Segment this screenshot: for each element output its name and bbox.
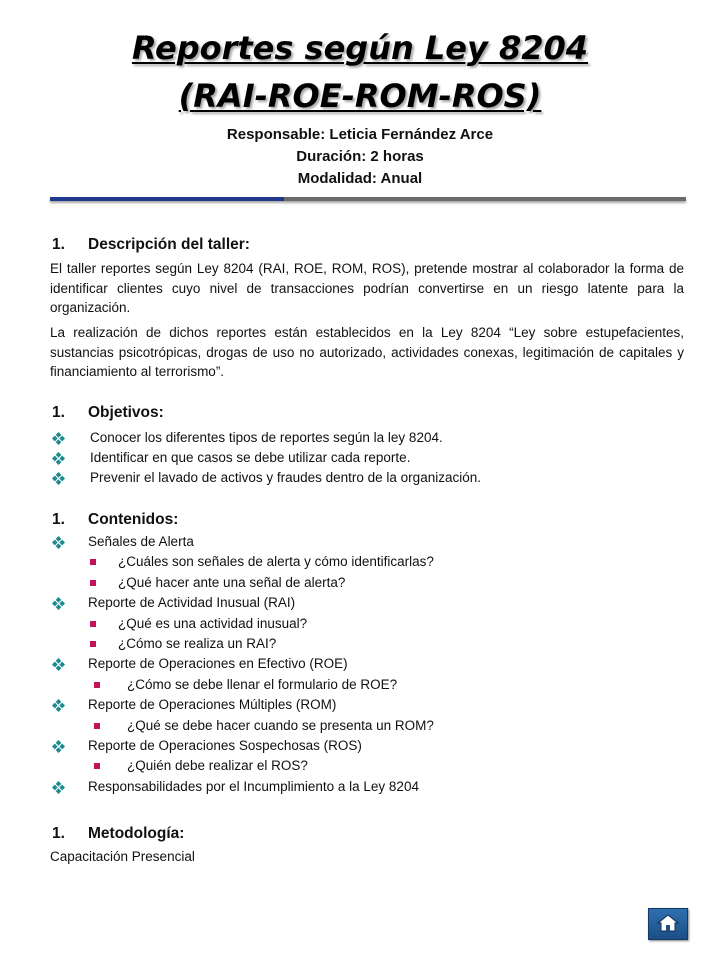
square-bullet-icon	[90, 559, 96, 565]
list-item-text: Identificar en que casos se debe utilizar cada reporte.	[90, 450, 411, 465]
diamond-bullet-icon	[52, 699, 65, 712]
section-number: 1.	[52, 404, 65, 421]
responsable-text: Responsable: Leticia Fernández Arce	[226, 126, 494, 143]
list-item-text: Señales de Alerta	[88, 534, 194, 549]
title-line-1: Reportes según Ley 8204	[131, 29, 589, 67]
descripcion-heading	[52, 235, 250, 255]
diamond-bullet	[52, 654, 68, 674]
section-heading-text: Descripción del taller:	[88, 236, 250, 253]
metodologia-heading	[52, 824, 184, 844]
diamond-bullet	[52, 428, 68, 448]
diamond-bullet-icon	[52, 658, 65, 671]
list-item-text: ¿Quién debe realizar el ROS?	[127, 758, 308, 774]
objetivos-heading	[52, 403, 164, 423]
list-item-text: ¿Qué hacer ante una señal de alerta?	[118, 574, 346, 590]
contenidos-heading	[52, 510, 178, 530]
section-heading-text: Contenidos:	[88, 511, 179, 528]
list-item-text: ¿Qué es una actividad inusual?	[118, 615, 308, 631]
square-bullet-icon	[90, 641, 96, 647]
square-bullet-icon	[94, 682, 100, 688]
list-item-text: Conocer los diferentes tipos de reportes según la ley 8204.	[90, 430, 443, 445]
list-item-text: ¿Cómo se debe llenar el formulario de ROE?	[127, 676, 398, 692]
modalidad-text: Modalidad: Anual	[297, 170, 423, 187]
list-item-text: Reporte de Actividad Inusual (RAI)	[88, 595, 296, 611]
diamond-bullet	[52, 468, 68, 488]
diamond-bullet-icon	[52, 472, 65, 485]
section-heading-text: Objetivos:	[88, 404, 164, 421]
square-bullet-icon	[90, 580, 96, 586]
descripcion-paragraph-1: El taller reportes según Ley 8204 (RAI, ROE, ROM, ROS), pretende mostrar al colaborador la forma de identificar clientes cuyo nivel de transacciones podrían convertirse en un riesgo latente para la organización.	[50, 261, 684, 315]
section-number: 1.	[52, 236, 65, 253]
title-line-2: (RAI-ROE-ROM-ROS)	[178, 77, 542, 115]
diamond-bullet-icon	[52, 536, 65, 549]
list-item-text: Reporte de Operaciones Sospechosas (ROS)	[88, 738, 362, 753]
metodologia-text: Capacitación Presencial	[50, 849, 195, 864]
section-heading-text: Metodología:	[88, 825, 185, 842]
home-button[interactable]	[648, 908, 688, 940]
diamond-bullet-icon	[52, 597, 65, 610]
diamond-bullet	[52, 736, 68, 756]
list-item-text: ¿Qué se debe hacer cuando se presenta un ROM?	[127, 717, 434, 733]
diamond-bullet	[52, 695, 68, 715]
descripcion-paragraph-2: La realización de dichos reportes están establecidos en la Ley 8204 “Ley sobre estupefacientes, sustancias psicotrópicas, drogas de uso no autorizado, actividades conexas, legitimación de capitales y financiamiento al terrorismo”.	[50, 325, 684, 379]
diamond-bullet	[52, 532, 68, 552]
duracion-text: Duración: 2 horas	[296, 148, 424, 165]
diamond-bullet-icon	[52, 740, 65, 753]
header-divider	[50, 197, 686, 201]
section-number: 1.	[52, 511, 65, 528]
square-bullet-icon	[90, 621, 96, 627]
list-item-text: Prevenir el lavado de activos y fraudes dentro de la organización.	[90, 470, 481, 485]
list-item-text: Reporte de Operaciones Múltiples (ROM)	[88, 697, 337, 713]
square-bullet-icon	[94, 723, 100, 729]
divider-blue-segment	[50, 197, 284, 201]
diamond-bullet-icon	[52, 452, 65, 465]
section-number: 1.	[52, 825, 65, 842]
list-item-text: ¿Cómo se realiza un RAI?	[118, 636, 277, 651]
home-icon	[657, 914, 679, 932]
diamond-bullet-icon	[52, 432, 65, 445]
diamond-bullet	[52, 448, 68, 468]
divider-gray-segment	[284, 197, 686, 201]
list-item-text: Responsabilidades por el Incumplimiento a la Ley 8204	[88, 778, 419, 794]
list-item-text: ¿Cuáles son señales de alerta y cómo identificarlas?	[118, 554, 434, 570]
list-item-text: Reporte de Operaciones en Efectivo (ROE)	[88, 656, 348, 672]
diamond-bullet	[52, 593, 68, 613]
square-bullet-icon	[94, 763, 100, 769]
diamond-bullet-icon	[52, 781, 65, 794]
diamond-bullet	[52, 777, 68, 797]
